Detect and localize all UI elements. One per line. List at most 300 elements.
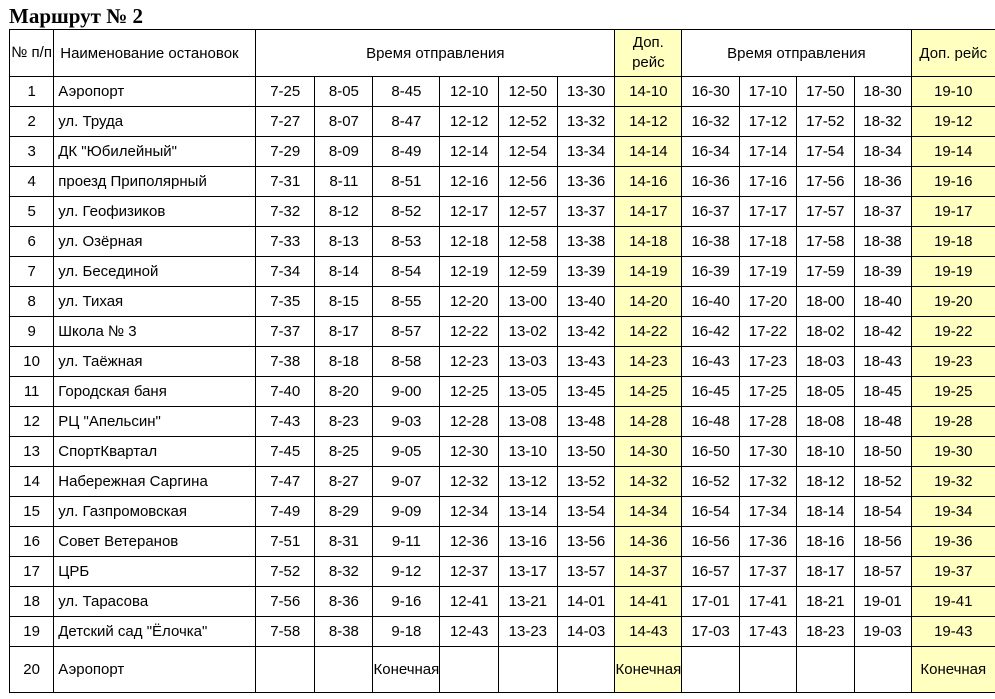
departure-time-cell: 8-15 (315, 287, 373, 317)
departure-time-cell: 7-49 (256, 497, 315, 527)
departure-time-cell: 8-27 (315, 467, 373, 497)
departure-time-cell: 17-14 (740, 137, 797, 167)
extra-run-time-cell: 14-14 (615, 137, 682, 167)
stop-name: Аэропорт (54, 77, 256, 107)
stop-number: 6 (10, 227, 54, 257)
extra-run-time-cell: 14-16 (615, 167, 682, 197)
extra-run-time-cell: Конечная (911, 647, 995, 693)
departure-time-cell: 18-39 (854, 257, 911, 287)
departure-time-cell: 17-10 (740, 77, 797, 107)
departure-time-cell: 7-31 (256, 167, 315, 197)
stop-number: 16 (10, 527, 54, 557)
departure-time-cell: 19-01 (854, 587, 911, 617)
departure-time-cell: 16-54 (682, 497, 740, 527)
stop-row (10, 497, 995, 527)
departure-time-cell: 13-21 (498, 587, 557, 617)
departure-time-cell: 12-19 (440, 257, 499, 287)
departure-time-cell: 12-18 (440, 227, 499, 257)
departure-time-cell: 12-43 (440, 617, 499, 647)
departure-time-cell: 18-48 (854, 407, 911, 437)
departure-time-cell: 18-03 (796, 347, 854, 377)
extra-run-time-cell: 14-37 (615, 557, 682, 587)
departure-time-cell: 18-17 (796, 557, 854, 587)
departure-time-cell: 18-54 (854, 497, 911, 527)
extra-run-time-cell: 19-32 (911, 467, 995, 497)
departure-time-cell: 13-00 (498, 287, 557, 317)
departure-time-cell: 18-10 (796, 437, 854, 467)
stop-row (10, 467, 995, 497)
stop-number: 13 (10, 437, 54, 467)
departure-time-cell: 19-03 (854, 617, 911, 647)
extra-run-time-cell: 14-28 (615, 407, 682, 437)
extra-run-time-cell: 14-23 (615, 347, 682, 377)
departure-time-cell: 8-09 (315, 137, 373, 167)
departure-time-cell: 16-52 (682, 467, 740, 497)
departure-time-cell: 9-05 (373, 437, 440, 467)
departure-time-cell: 9-12 (373, 557, 440, 587)
departure-time-cell: 8-32 (315, 557, 373, 587)
departure-time-cell: 9-11 (373, 527, 440, 557)
departure-time-cell: 17-18 (740, 227, 797, 257)
departure-time-cell: 12-52 (498, 107, 557, 137)
departure-time-cell: 12-34 (440, 497, 499, 527)
stop-number: 3 (10, 137, 54, 167)
stop-row (10, 557, 995, 587)
stop-name: ЦРБ (54, 557, 256, 587)
extra-run-time-cell: Конечная (615, 647, 682, 693)
departure-time-cell: 16-32 (682, 107, 740, 137)
departure-time-cell: 16-38 (682, 227, 740, 257)
stop-name: Городская баня (54, 377, 256, 407)
departure-time-cell: 7-29 (256, 137, 315, 167)
stop-row (10, 527, 995, 557)
departure-time-cell: 18-12 (796, 467, 854, 497)
stop-number: 15 (10, 497, 54, 527)
departure-time-cell: 8-29 (315, 497, 373, 527)
departure-time-cell: 18-50 (854, 437, 911, 467)
stop-row (10, 167, 995, 197)
stop-row (10, 257, 995, 287)
departure-time-cell: 13-08 (498, 407, 557, 437)
extra-run-time-cell: 14-17 (615, 197, 682, 227)
stop-name: СпортКвартал (54, 437, 256, 467)
departure-time-cell: 13-17 (498, 557, 557, 587)
stop-name: ул. Бесединой (54, 257, 256, 287)
route-title: Маршрут № 2 (9, 4, 144, 28)
departure-time-cell: 8-47 (373, 107, 440, 137)
departure-time-cell: 13-42 (557, 317, 615, 347)
departure-time-cell: 7-43 (256, 407, 315, 437)
departure-time-cell: 18-36 (854, 167, 911, 197)
stop-row (10, 287, 995, 317)
departure-time-cell: 13-36 (557, 167, 615, 197)
schedule-body (10, 77, 995, 693)
stop-name: ул. Таёжная (54, 347, 256, 377)
departure-time-cell: 16-39 (682, 257, 740, 287)
departure-time-cell: 9-18 (373, 617, 440, 647)
stop-name: Детский сад "Ёлочка" (54, 617, 256, 647)
stop-name: ул. Тихая (54, 287, 256, 317)
departure-time-cell: 17-19 (740, 257, 797, 287)
stop-name: Аэропорт (54, 647, 256, 693)
departure-time-cell: 16-57 (682, 557, 740, 587)
departure-time-cell: 16-48 (682, 407, 740, 437)
departure-time-cell: 9-07 (373, 467, 440, 497)
departure-time-cell: 8-18 (315, 347, 373, 377)
departure-time-cell: 16-34 (682, 137, 740, 167)
departure-time-cell: 18-45 (854, 377, 911, 407)
extra-run-time-cell: 19-41 (911, 587, 995, 617)
extra-run-time-cell: 14-32 (615, 467, 682, 497)
departure-time-cell: 13-48 (557, 407, 615, 437)
departure-time-cell: 18-56 (854, 527, 911, 557)
stop-row (10, 407, 995, 437)
departure-time-cell: 16-36 (682, 167, 740, 197)
departure-time-cell: 16-30 (682, 77, 740, 107)
departure-time-cell: 12-58 (498, 227, 557, 257)
departure-time-cell: 16-37 (682, 197, 740, 227)
departure-time-cell: 17-23 (740, 347, 797, 377)
departure-time-cell: 8-58 (373, 347, 440, 377)
extra-run-time-cell: 19-16 (911, 167, 995, 197)
departure-time-cell: 12-36 (440, 527, 499, 557)
stop-name: ул. Газпромовская (54, 497, 256, 527)
departure-time-cell (854, 647, 911, 693)
departure-time-cell: 13-45 (557, 377, 615, 407)
departure-time-cell: 12-20 (440, 287, 499, 317)
stop-number: 5 (10, 197, 54, 227)
departure-time-cell: 17-56 (796, 167, 854, 197)
extra-run-time-cell: 19-25 (911, 377, 995, 407)
extra-run-time-cell: 19-34 (911, 497, 995, 527)
departure-time-cell: 13-56 (557, 527, 615, 557)
departure-time-cell: 18-21 (796, 587, 854, 617)
stop-number: 10 (10, 347, 54, 377)
departure-time-cell: 13-37 (557, 197, 615, 227)
departure-time-cell: 18-14 (796, 497, 854, 527)
departure-time-cell: 7-37 (256, 317, 315, 347)
departure-time-cell: 13-05 (498, 377, 557, 407)
departure-time-cell: 13-12 (498, 467, 557, 497)
stop-row (10, 647, 995, 693)
departure-time-cell: 13-54 (557, 497, 615, 527)
departure-time-cell: 17-41 (740, 587, 797, 617)
departure-time-cell: 17-12 (740, 107, 797, 137)
departure-time-cell: 18-34 (854, 137, 911, 167)
departure-time-cell: 7-34 (256, 257, 315, 287)
departure-time-cell: 17-50 (796, 77, 854, 107)
departure-time-cell: 18-42 (854, 317, 911, 347)
departure-time-cell: 16-45 (682, 377, 740, 407)
departure-time-cell: 13-38 (557, 227, 615, 257)
stop-name: Школа № 3 (54, 317, 256, 347)
extra-run-time-cell: 14-43 (615, 617, 682, 647)
departure-time-cell: 7-38 (256, 347, 315, 377)
departure-time-cell (315, 647, 373, 693)
departure-time-cell: 16-43 (682, 347, 740, 377)
extra-run-time-cell: 14-25 (615, 377, 682, 407)
stop-number: 18 (10, 587, 54, 617)
departure-time-cell: 17-52 (796, 107, 854, 137)
stop-row (10, 77, 995, 107)
departure-time-cell: 17-01 (682, 587, 740, 617)
departure-time-cell: 12-22 (440, 317, 499, 347)
departure-time-cell: 17-37 (740, 557, 797, 587)
extra-run-time-cell: 19-37 (911, 557, 995, 587)
departure-time-cell: 7-45 (256, 437, 315, 467)
departure-time-cell: 8-36 (315, 587, 373, 617)
departure-time-cell: 9-03 (373, 407, 440, 437)
departure-time-cell: 12-10 (440, 77, 499, 107)
departure-time-cell: 17-34 (740, 497, 797, 527)
departure-time-cell: 16-50 (682, 437, 740, 467)
departure-time-cell: 7-51 (256, 527, 315, 557)
extra-run-time-cell: 19-14 (911, 137, 995, 167)
departure-time-cell: 18-40 (854, 287, 911, 317)
extra-run-time-cell: 14-36 (615, 527, 682, 557)
stop-number: 17 (10, 557, 54, 587)
departure-time-cell: 8-20 (315, 377, 373, 407)
stop-name: ул. Геофизиков (54, 197, 256, 227)
departure-time-cell (440, 647, 499, 693)
departure-time-cell: 16-42 (682, 317, 740, 347)
departure-time-cell: 18-37 (854, 197, 911, 227)
extra-run-time-cell: 19-22 (911, 317, 995, 347)
departure-time-cell: 13-40 (557, 287, 615, 317)
departure-time-cell: 17-59 (796, 257, 854, 287)
departure-time-cell: 8-51 (373, 167, 440, 197)
departure-time-cell: 8-17 (315, 317, 373, 347)
departure-time-cell: 18-52 (854, 467, 911, 497)
departure-time-cell: 18-43 (854, 347, 911, 377)
departure-time-cell: 18-32 (854, 107, 911, 137)
extra-run-time-cell: 19-36 (911, 527, 995, 557)
departure-time-cell: 13-02 (498, 317, 557, 347)
departure-time-cell: 12-59 (498, 257, 557, 287)
departure-time-cell: 12-25 (440, 377, 499, 407)
departure-time-cell: 12-56 (498, 167, 557, 197)
departure-time-cell: 13-39 (557, 257, 615, 287)
stop-name: Совет Ветеранов (54, 527, 256, 557)
departure-time-cell: 13-10 (498, 437, 557, 467)
departure-time-cell: 18-00 (796, 287, 854, 317)
departure-time-cell: 17-17 (740, 197, 797, 227)
departure-time-cell: 7-35 (256, 287, 315, 317)
departure-time-cell: 12-37 (440, 557, 499, 587)
extra-run-time-cell: 14-22 (615, 317, 682, 347)
extra-run-time-cell: 19-19 (911, 257, 995, 287)
departure-time-cell: 18-38 (854, 227, 911, 257)
departure-time-cell: 9-00 (373, 377, 440, 407)
stop-number: 19 (10, 617, 54, 647)
departure-time-cell: 13-14 (498, 497, 557, 527)
stop-name: ул. Озёрная (54, 227, 256, 257)
departure-time-cell: 17-30 (740, 437, 797, 467)
departure-time-cell: 8-12 (315, 197, 373, 227)
stop-row (10, 347, 995, 377)
header-extra-run-2: Доп. рейс (911, 30, 995, 77)
departure-time-cell: 18-02 (796, 317, 854, 347)
header-departure-time-1: Время отправления (256, 30, 615, 77)
stop-name: ул. Труда (54, 107, 256, 137)
departure-time-cell: 8-45 (373, 77, 440, 107)
departure-time-cell: 8-55 (373, 287, 440, 317)
departure-time-cell (557, 647, 615, 693)
departure-time-cell: 12-28 (440, 407, 499, 437)
extra-run-time-cell: 19-17 (911, 197, 995, 227)
extra-run-time-cell: 19-12 (911, 107, 995, 137)
stop-row (10, 617, 995, 647)
stop-number: 9 (10, 317, 54, 347)
header-departure-time-2: Время отправления (682, 30, 911, 77)
departure-time-cell: 13-30 (557, 77, 615, 107)
departure-time-cell: 17-28 (740, 407, 797, 437)
departure-time-cell: 13-57 (557, 557, 615, 587)
departure-time-cell: 8-31 (315, 527, 373, 557)
stop-row (10, 227, 995, 257)
departure-time-cell: Конечная (373, 647, 440, 693)
stop-row (10, 107, 995, 137)
departure-time-cell: 8-05 (315, 77, 373, 107)
departure-time-cell: 12-30 (440, 437, 499, 467)
stop-number: 2 (10, 107, 54, 137)
stop-number: 4 (10, 167, 54, 197)
departure-time-cell: 12-12 (440, 107, 499, 137)
departure-time-cell: 7-58 (256, 617, 315, 647)
stop-number: 11 (10, 377, 54, 407)
extra-run-time-cell: 19-18 (911, 227, 995, 257)
departure-time-cell: 17-03 (682, 617, 740, 647)
departure-time-cell: 18-08 (796, 407, 854, 437)
departure-time-cell: 8-49 (373, 137, 440, 167)
departure-time-cell: 8-25 (315, 437, 373, 467)
header-extra-run-1: Доп. рейс (615, 30, 682, 77)
stop-number: 8 (10, 287, 54, 317)
stop-row (10, 377, 995, 407)
stop-row (10, 137, 995, 167)
departure-time-cell: 8-57 (373, 317, 440, 347)
departure-time-cell: 16-56 (682, 527, 740, 557)
departure-time-cell: 12-23 (440, 347, 499, 377)
departure-time-cell: 8-52 (373, 197, 440, 227)
extra-run-time-cell: 19-43 (911, 617, 995, 647)
departure-time-cell (256, 647, 315, 693)
departure-time-cell: 17-16 (740, 167, 797, 197)
departure-time-cell: 12-41 (440, 587, 499, 617)
departure-time-cell: 7-25 (256, 77, 315, 107)
stop-row (10, 317, 995, 347)
extra-run-time-cell: 14-10 (615, 77, 682, 107)
stop-row (10, 197, 995, 227)
stop-name: ул. Тарасова (54, 587, 256, 617)
departure-time-cell: 18-30 (854, 77, 911, 107)
departure-time-cell: 7-47 (256, 467, 315, 497)
departure-time-cell: 17-32 (740, 467, 797, 497)
stop-number: 12 (10, 407, 54, 437)
departure-time-cell: 18-16 (796, 527, 854, 557)
departure-time-cell: 8-53 (373, 227, 440, 257)
header-number: № п/п (10, 30, 54, 77)
header-row (10, 30, 995, 77)
stop-name: проезд Приполярный (54, 167, 256, 197)
departure-time-cell: 13-50 (557, 437, 615, 467)
departure-time-cell: 14-01 (557, 587, 615, 617)
departure-time-cell: 8-14 (315, 257, 373, 287)
departure-time-cell: 8-38 (315, 617, 373, 647)
departure-time-cell: 13-03 (498, 347, 557, 377)
extra-run-time-cell: 19-23 (911, 347, 995, 377)
departure-time-cell: 9-09 (373, 497, 440, 527)
departure-time-cell: 13-52 (557, 467, 615, 497)
departure-time-cell: 17-22 (740, 317, 797, 347)
extra-run-time-cell: 14-30 (615, 437, 682, 467)
departure-time-cell: 8-07 (315, 107, 373, 137)
departure-time-cell: 13-32 (557, 107, 615, 137)
stop-name: РЦ "Апельсин" (54, 407, 256, 437)
stop-row (10, 587, 995, 617)
departure-time-cell: 17-57 (796, 197, 854, 227)
departure-time-cell: 7-32 (256, 197, 315, 227)
header-stop-name: Наименование остановок (54, 30, 256, 77)
schedule-table (9, 29, 995, 693)
departure-time-cell: 17-25 (740, 377, 797, 407)
extra-run-time-cell: 19-20 (911, 287, 995, 317)
departure-time-cell: 7-27 (256, 107, 315, 137)
stop-number: 7 (10, 257, 54, 287)
stop-row (10, 437, 995, 467)
departure-time-cell: 12-14 (440, 137, 499, 167)
extra-run-time-cell: 14-20 (615, 287, 682, 317)
extra-run-time-cell: 19-30 (911, 437, 995, 467)
stop-number: 1 (10, 77, 54, 107)
departure-time-cell: 17-43 (740, 617, 797, 647)
departure-time-cell: 13-23 (498, 617, 557, 647)
departure-time-cell: 12-32 (440, 467, 499, 497)
stop-number: 20 (10, 647, 54, 693)
departure-time-cell: 17-58 (796, 227, 854, 257)
stop-name: ДК "Юбилейный" (54, 137, 256, 167)
stop-number: 14 (10, 467, 54, 497)
departure-time-cell: 13-34 (557, 137, 615, 167)
departure-time-cell: 17-36 (740, 527, 797, 557)
departure-time-cell: 7-56 (256, 587, 315, 617)
departure-time-cell: 12-17 (440, 197, 499, 227)
departure-time-cell: 7-33 (256, 227, 315, 257)
departure-time-cell: 13-43 (557, 347, 615, 377)
departure-time-cell: 16-40 (682, 287, 740, 317)
departure-time-cell: 14-03 (557, 617, 615, 647)
departure-time-cell: 18-57 (854, 557, 911, 587)
extra-run-time-cell: 14-12 (615, 107, 682, 137)
departure-time-cell: 18-05 (796, 377, 854, 407)
departure-time-cell (498, 647, 557, 693)
departure-time-cell (796, 647, 854, 693)
departure-time-cell (740, 647, 797, 693)
departure-time-cell: 18-23 (796, 617, 854, 647)
extra-run-time-cell: 14-19 (615, 257, 682, 287)
departure-time-cell: 17-20 (740, 287, 797, 317)
departure-time-cell: 12-57 (498, 197, 557, 227)
extra-run-time-cell: 14-34 (615, 497, 682, 527)
departure-time-cell: 13-16 (498, 527, 557, 557)
departure-time-cell: 12-16 (440, 167, 499, 197)
departure-time-cell: 8-54 (373, 257, 440, 287)
departure-time-cell: 8-13 (315, 227, 373, 257)
departure-time-cell: 7-40 (256, 377, 315, 407)
departure-time-cell: 8-11 (315, 167, 373, 197)
departure-time-cell: 9-16 (373, 587, 440, 617)
departure-time-cell: 12-50 (498, 77, 557, 107)
